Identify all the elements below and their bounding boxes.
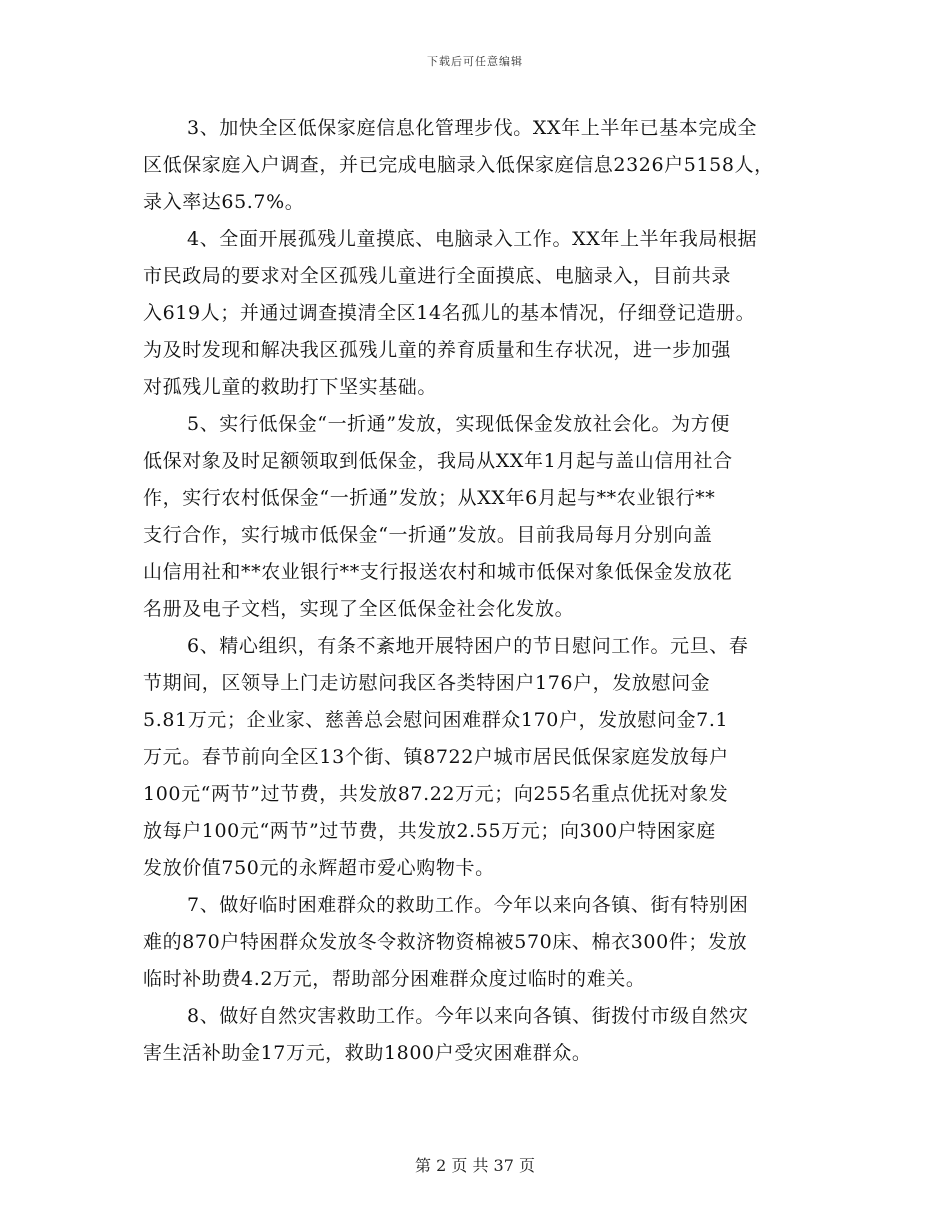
paragraph-line: 为及时发现和解决我区孤残儿童的养育质量和生存状况，进一步加强 xyxy=(143,339,732,361)
paragraph-first-line: 3、加快全区低保家庭信息化管理步伐。XX年上半年已基本完成全 xyxy=(187,117,758,139)
paragraph-line: 名册及电子文档，实现了全区低保金社会化发放。 xyxy=(143,598,575,620)
paragraph-line: 市民政局的要求对全区孤残儿童进行全面摸底、电脑录入，目前共录 xyxy=(143,265,732,287)
paragraph-line: 临时补助费4.2万元，帮助部分困难群众度过临时的难关。 xyxy=(143,968,646,990)
document-body xyxy=(143,110,813,1072)
paragraph-line: 录入率达65.7%。 xyxy=(143,191,305,213)
paragraph-line: 山信用社和**农业银行**支行报送农村和城市低保对象低保金发放花 xyxy=(143,561,733,583)
paragraph-line: 低保对象及时足额领取到低保金，我局从XX年1月起与盖山信用社合 xyxy=(143,450,733,472)
paragraph-line: 对孤残儿童的救助打下坚实基础。 xyxy=(143,376,438,398)
paragraph-first-line: 6、精心组织，有条不紊地开展特困户的节日慰问工作。元旦、春 xyxy=(187,635,749,657)
paragraph-line: 发放价值750元的永辉超市爱心购物卡。 xyxy=(143,857,495,879)
paragraph-line: 难的870户特困群众发放冬令救济物资棉被570床、棉衣300件；发放 xyxy=(143,931,748,953)
paragraph-line: 5.81万元；企业家、慈善总会慰问困难群众170户，发放慰问金7.1 xyxy=(143,709,729,731)
page-number-footer: 第 2 页 共 37 页 xyxy=(415,1156,535,1175)
paragraph-line: 害生活补助金17万元，救助1800户受灾困难群众。 xyxy=(143,1042,592,1064)
paragraph-line: 100元“两节”过节费，共发放87.22万元；向255名重点优抚对象发 xyxy=(143,783,729,805)
paragraph-first-line: 7、做好临时困难群众的救助工作。今年以来向各镇、街有特别困 xyxy=(187,894,749,916)
paragraph-line: 区低保家庭入户调查，并已完成电脑录入低保家庭信息2326户5158人， xyxy=(143,154,774,176)
paragraph-line: 放每户100元“两节”过节费，共发放2.55万元；向300户特困家庭 xyxy=(143,820,716,842)
paragraph-first-line: 4、全面开展孤残儿童摸底、电脑录入工作。XX年上半年我局根据 xyxy=(187,228,758,250)
page-header: 下载后可任意编辑 xyxy=(427,55,523,68)
paragraph-line: 作，实行农村低保金“一折通”发放；从XX年6月起与**农业银行** xyxy=(143,487,716,509)
paragraph-line: 节期间，区领导上门走访慰问我区各类特困户176户，发放慰问金 xyxy=(143,672,711,694)
paragraph-first-line: 5、实行低保金“一折通”发放，实现低保金发放社会化。为方便 xyxy=(187,413,730,435)
paragraph-first-line: 8、做好自然灾害救助工作。今年以来向各镇、街拨付市级自然灾 xyxy=(187,1005,749,1027)
paragraph-line: 入619人；并通过调查摸清全区14名孤儿的基本情况，仔细登记造册。 xyxy=(143,302,756,324)
paragraph-line: 万元。春节前向全区13个街、镇8722户城市居民低保家庭发放每户 xyxy=(143,746,729,768)
paragraph-line: 支行合作，实行城市低保金“一折通”发放。目前我局每月分别向盖 xyxy=(143,524,713,546)
